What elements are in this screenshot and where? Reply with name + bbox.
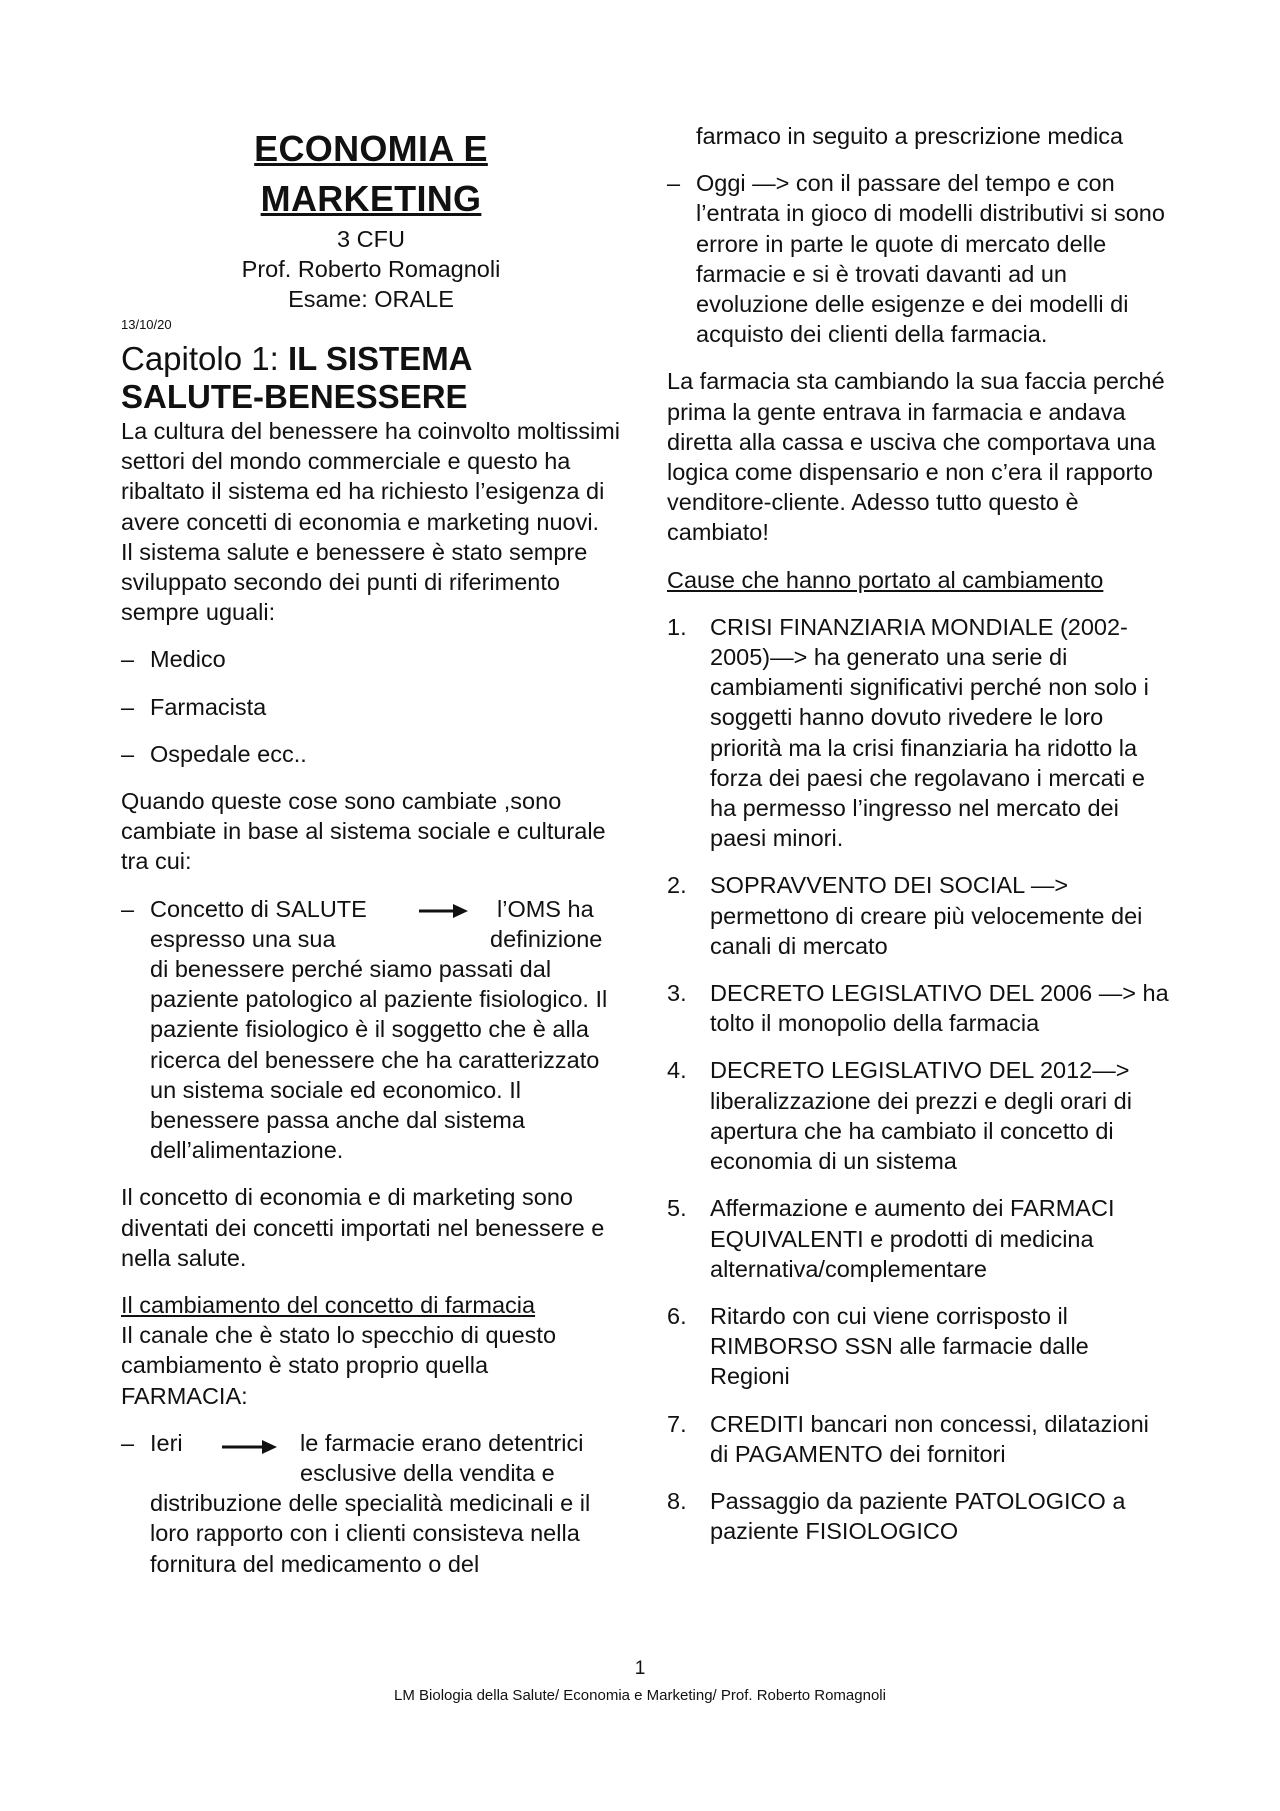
ieri-text-rest: distribuzione delle specialità medicinali e il loro rapporto con i clienti consisteva nella fornitura del medicamento o del xyxy=(150,1490,591,1577)
cause-item xyxy=(667,1409,1172,1469)
salute-text-a: Concetto di SALUTE xyxy=(150,895,367,922)
cause-item xyxy=(667,870,1172,961)
cause-number: 8. xyxy=(667,1487,687,1514)
dash-bullet: – xyxy=(121,895,135,922)
economy-concept-paragraph: Il concetto di economia e di marketing sono diventati dei concetti importati nel benessere e nella salute. xyxy=(121,1184,605,1271)
ieri-text-b: le farmacie erano detentrici xyxy=(300,1429,584,1456)
intro-paragraph-2: Il sistema salute e benessere è stato sempre sviluppato secondo dei punti di riferimento sempre uguali: xyxy=(121,538,588,626)
oggi-text: Oggi —> con il passare del tempo e con l’entrata in gioco di modelli distributivi si sono errore in parte le quote di mercato delle farmacie e si è trovati davanti ad un evoluzione delle esigenze e dei modelli di acquisto dei clienti della farmacia. xyxy=(696,170,1165,348)
salute-line-2 xyxy=(150,924,621,954)
list-item xyxy=(121,644,621,674)
dash-bullet: – xyxy=(121,693,135,720)
credits: 3 CFU xyxy=(337,226,405,252)
cause-text: CREDITI bancari non concessi, dilatazioni di PAGAMENTO dei fornitori xyxy=(710,1410,1149,1467)
list-item-text: Farmacista xyxy=(150,693,267,720)
salute-line-1 xyxy=(150,894,621,924)
exam-type: Esame: ORALE xyxy=(288,286,454,312)
left-column xyxy=(121,124,621,1579)
causes-heading: Cause che hanno portato al cambiamento xyxy=(667,566,1104,593)
cause-item xyxy=(667,1055,1172,1176)
cause-number: 2. xyxy=(667,872,687,899)
right-column xyxy=(667,121,1172,1546)
oggi-list-item xyxy=(667,168,1172,349)
cause-text: Ritardo con cui viene corrisposto il RIMBORSO SSN alle farmacie dalle Regioni xyxy=(710,1302,1089,1390)
chapter-title-line2: SALUTE-BENESSERE xyxy=(121,378,468,415)
dash-bullet: – xyxy=(667,170,681,197)
cause-number: 5. xyxy=(667,1195,687,1222)
dash-bullet: – xyxy=(121,740,135,767)
cause-number: 7. xyxy=(667,1410,687,1437)
intro-paragraph-1: La cultura del benessere ha coinvolto moltissimi settori del mondo commerciale e questo ha ribaltato il sistema ed ha richiesto l’esigenza di avere concetti di economia e marketing nuovi. xyxy=(121,418,620,535)
title-block xyxy=(121,124,621,314)
page-number: 1 xyxy=(634,1658,646,1679)
pharmacy-paragraph: Il canale che è stato lo specchio di questo cambiamento è stato proprio quella FARMACIA: xyxy=(121,1322,557,1409)
right-arrow-icon xyxy=(419,903,469,919)
cause-text: Affermazione e aumento dei FARMACI EQUIVALENTI e prodotti di medicina alternativa/complementare xyxy=(710,1195,1115,1282)
dash-bullet: – xyxy=(121,1429,135,1456)
chapter-prefix: Capitolo 1: xyxy=(121,340,288,377)
lecture-date: 13/10/20 xyxy=(121,317,172,332)
dash-bullet: – xyxy=(121,646,135,673)
salute-list-item xyxy=(121,894,621,1166)
list-item-text: Medico xyxy=(150,646,226,673)
ieri-text-c: esclusive della vendita e xyxy=(300,1460,555,1487)
salute-text-b: l’OMS ha xyxy=(497,895,594,922)
chapter-title-line1: IL SISTEMA xyxy=(287,340,473,377)
right-arrow-icon xyxy=(222,1439,278,1455)
salute-text-d: definizione xyxy=(490,925,603,952)
cause-item xyxy=(667,978,1172,1038)
cause-item xyxy=(667,1486,1172,1546)
list-item xyxy=(121,692,621,722)
changes-intro-paragraph: Quando queste cose sono cambiate ,sono cambiate in base al sistema sociale e culturale tra cui: xyxy=(121,788,606,875)
cause-text: CRISI FINANZIARIA MONDIALE (2002-2005)—> ha generato una serie di cambiamenti significativi perché non solo i soggetti hanno dovuto rivedere le loro priorità ma la crisi finanziaria ha ridotto la forza dei paesi che regolavano i mercati e ha permesso l’ingresso nel mercato dei paesi minori. xyxy=(710,613,1149,852)
document-title-line2: MARKETING xyxy=(260,178,482,219)
salute-text-rest: di benessere perché siamo passati dal paziente patologico al paziente fisiologico. Il paziente fisiologico è il soggetto che è alla ricerca del benessere che ha caratterizzato un sistema sociale ed economico. Il benessere passa anche dal sistema dell’alimentazione. xyxy=(150,956,608,1164)
cause-text: Passaggio da paziente PATOLOGICO a paziente FISIOLOGICO xyxy=(710,1487,1126,1545)
list-item-text: Ospedale ecc.. xyxy=(150,740,307,767)
salute-text-c: espresso una sua xyxy=(150,925,336,952)
ieri-line-2 xyxy=(150,1458,621,1488)
pharmacy-section-heading: Il cambiamento del concetto di farmacia xyxy=(121,1292,536,1319)
cause-item xyxy=(667,1193,1172,1284)
cause-number: 4. xyxy=(667,1057,687,1084)
ieri-text-a: Ieri xyxy=(150,1429,183,1456)
cause-number: 6. xyxy=(667,1302,687,1329)
cause-text: DECRETO LEGISLATIVO DEL 2006 —> ha tolto il monopolio della farmacia xyxy=(710,980,1169,1037)
causes-list xyxy=(667,612,1172,1546)
cause-number: 1. xyxy=(667,613,687,640)
pharmacy-changing-paragraph: La farmacia sta cambiando la sua faccia perché prima la gente entrava in farmacia e andava diretta alla cassa e usciva che comportava una logica come dispensario e non c’era il rapporto venditore-cliente. Adesso tutto questo è cambiato! xyxy=(667,368,1165,546)
ieri-line-1 xyxy=(150,1428,621,1458)
cause-text: SOPRAVVENTO DEI SOCIAL —> permettono di creare più velocemente dei canali di mercato xyxy=(710,872,1143,959)
cause-item xyxy=(667,1301,1172,1392)
document-title-line1: ECONOMIA E xyxy=(254,128,488,169)
page-footer: LM Biologia della Salute/ Economia e Marketing/ Prof. Roberto Romagnoli xyxy=(394,1687,886,1704)
cause-text: DECRETO LEGISLATIVO DEL 2012—> liberalizzazione dei prezzi e degli orari di apertura che ha cambiato il concetto di economia di un sistema xyxy=(710,1057,1132,1175)
chapter-heading xyxy=(121,340,621,416)
professor: Prof. Roberto Romagnoli xyxy=(241,256,501,282)
ieri-continued-text: farmaco in seguito a prescrizione medica xyxy=(696,123,1124,149)
cause-item xyxy=(667,612,1172,854)
list-item xyxy=(121,739,621,769)
ieri-list-item xyxy=(121,1428,621,1579)
cause-number: 3. xyxy=(667,980,687,1007)
